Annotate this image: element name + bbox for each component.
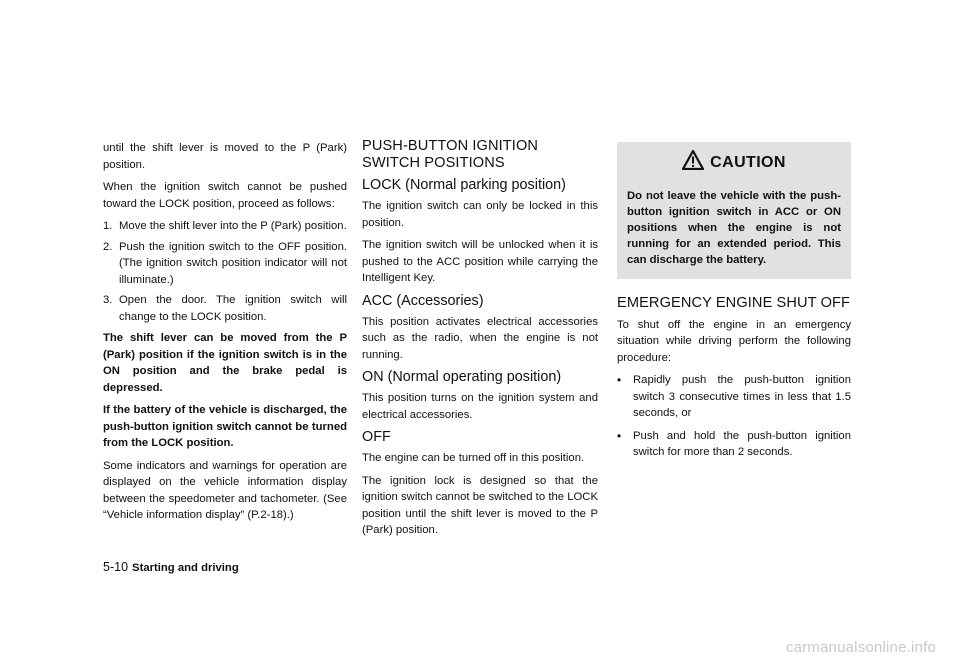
subheading-acc: ACC (Accessories) xyxy=(362,292,484,309)
paragraph: until the shift lever is moved to the P (Park) position. xyxy=(103,142,347,171)
column-left xyxy=(103,140,347,530)
list-text: Push and hold the push-button ignition switch for more than 2 seconds. xyxy=(633,429,851,459)
paragraph: The ignition switch will be unlocked when it is pushed to the ACC position while carrying the Intelligent Key. xyxy=(362,239,598,284)
list-item xyxy=(103,239,347,289)
section-name: Starting and driving xyxy=(132,562,239,574)
list-item xyxy=(617,428,851,461)
page-number: 5-10 xyxy=(103,560,129,574)
list-text: Push the ignition switch to the OFF position. (The ignition switch position indicator will not illuminate.) xyxy=(119,240,347,286)
list-text: Open the door. The ignition switch will change to the LOCK position. xyxy=(119,294,347,323)
page-footer xyxy=(103,560,239,574)
subheading-off: OFF xyxy=(362,429,391,445)
warning-triangle-icon xyxy=(682,150,704,176)
caution-box xyxy=(617,142,851,279)
bold-paragraph: If the battery of the vehicle is discharged, the push-button ignition switch cannot be turned from the LOCK position. xyxy=(103,404,347,449)
bold-paragraph: The shift lever can be moved from the P (Park) position if the ignition switch is in the ON position and the brake pedal is depressed. xyxy=(103,332,347,394)
section-heading: EMERGENCY ENGINE SHUT OFF xyxy=(617,294,851,311)
caution-header xyxy=(627,150,841,176)
bullet-list xyxy=(617,372,851,461)
paragraph: The ignition switch can only be locked in this position. xyxy=(362,200,598,229)
caution-text: Do not leave the vehicle with the push-button ignition switch in ACC or ON positions when the engine is not running for an extended period. This can discharge the battery. xyxy=(627,189,841,267)
subheading-on: ON (Normal operating position) xyxy=(362,369,562,385)
paragraph: The engine can be turned off in this position. xyxy=(362,452,585,464)
numbered-list xyxy=(103,218,347,325)
list-number: 1. xyxy=(103,220,113,232)
paragraph: This position activates electrical accessories such as the radio, when the engine is not running. xyxy=(362,315,598,361)
paragraph: To shut off the engine in an emergency situation while driving perform the following procedure: xyxy=(617,318,851,364)
paragraph: This position turns on the ignition system and electrical accessories. xyxy=(362,392,598,421)
paragraph: The ignition lock is designed so that the ignition switch cannot be switched to the LOCK position until the shift lever is moved to the P (Park) position. xyxy=(362,474,598,536)
subheading-lock: LOCK (Normal parking position) xyxy=(362,177,566,193)
column-middle xyxy=(362,138,598,545)
list-text: Move the shift lever into the P (Park) position. xyxy=(119,220,347,232)
list-number: 3. xyxy=(103,294,113,306)
list-item xyxy=(103,292,347,325)
bullet-icon: • xyxy=(617,373,622,388)
watermark: carmanualsonline.info xyxy=(785,639,936,656)
list-number: 2. xyxy=(103,240,113,253)
list-text: Rapidly push the push-button ignition switch 3 consecutive times in less that 1.5 seconds, or xyxy=(633,374,851,420)
paragraph: When the ignition switch cannot be pushed toward the LOCK position, proceed as follows: xyxy=(103,181,347,210)
section-heading: PUSH-BUTTON IGNITION SWITCH POSITIONS xyxy=(362,138,539,171)
list-item xyxy=(103,218,347,235)
caution-title: CAUTION xyxy=(710,153,786,171)
paragraph: Some indicators and warnings for operation are displayed on the vehicle information display between the speedometer and tachometer. (See “Vehicle information display” (P.2-18).) xyxy=(103,459,347,521)
bullet-icon: • xyxy=(617,428,622,443)
list-item xyxy=(617,372,851,422)
column-right xyxy=(617,142,851,467)
